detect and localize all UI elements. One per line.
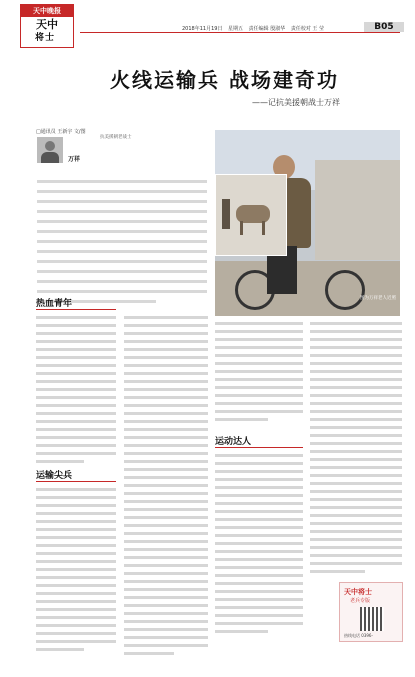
main-photo-caption: 图为万祥老人近照 [360, 296, 396, 301]
intro-paragraph [37, 180, 207, 310]
promo-title: 天中将士 [344, 588, 372, 596]
section-1-body [36, 316, 116, 468]
column-2-body [124, 316, 208, 660]
section-heading-2: 运输尖兵 [36, 471, 73, 481]
logo-title: 天中 [36, 18, 58, 31]
portrait-name: 万祥 [68, 156, 81, 163]
article-subheadline: ——记抗美援朝战士万祥 [252, 98, 340, 107]
promo-subtitle: 老兵专版 [350, 598, 371, 604]
promo-phone: 热线电话 0396- [344, 633, 373, 638]
qr-code-icon [360, 607, 384, 631]
page-editor: 责任编辑 殷淑华 [248, 26, 286, 32]
page-proofreader: 责任校对 王 莹 [290, 26, 325, 32]
portrait-thumbnail [37, 137, 63, 163]
page-date: 2018年11月19日 [182, 26, 223, 32]
column-4-body [310, 322, 402, 578]
column-3-body [215, 322, 303, 426]
promo-box [339, 582, 403, 642]
portrait-note: 抗美援朝老战士 [100, 135, 132, 140]
section-rule-2 [36, 481, 116, 482]
section-logo [20, 4, 74, 48]
section-heading-1: 热血青年 [36, 299, 73, 309]
section-3-body [215, 454, 303, 638]
article-byline: □通讯员 王新宇 文/图 [36, 129, 86, 135]
portrait-face [45, 141, 55, 151]
section-2-body [36, 488, 116, 656]
portrait-body [41, 152, 59, 163]
section-heading-3: 运动达人 [215, 437, 252, 447]
article-headline: 火线运输兵 战场建奇功 [110, 68, 339, 92]
page-meta [182, 25, 328, 32]
section-rule-3 [215, 447, 303, 448]
header-rule [80, 32, 400, 33]
page-number: B05 [364, 22, 404, 32]
inset-photo [215, 174, 287, 256]
logo-paper-name: 天中晚报 [21, 5, 73, 17]
section-rule-1 [36, 309, 116, 310]
logo-subtitle: 将士 [35, 33, 56, 43]
page-day: 星期五 [228, 26, 244, 32]
